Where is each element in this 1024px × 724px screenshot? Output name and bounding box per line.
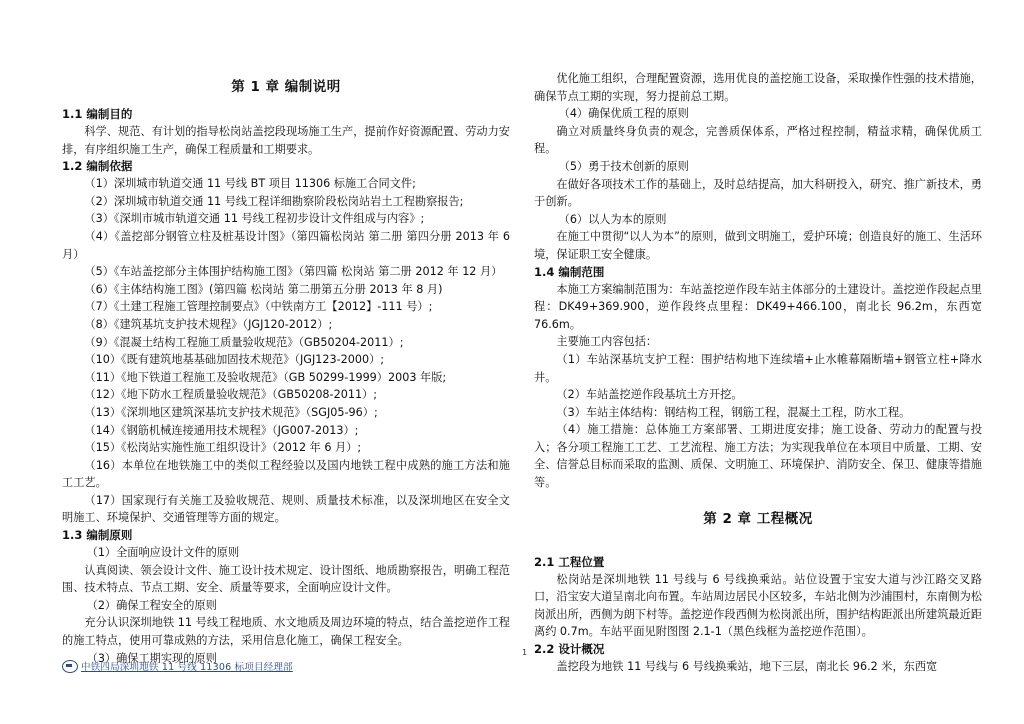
basis-item: （3）《深圳市城市轨道交通 11 号线工程初步设计文件组成与内容》;: [84, 212, 425, 226]
principle-1-text: 认真阅读、领会设计文件、施工设计技术规定、设计图纸、地质勘察报告，明确工程范围、技术特点、节点工期、安全、质量等要求，全面响应设计文件。: [62, 563, 510, 595]
left-column: [62, 70, 510, 667]
page-number: 1: [522, 648, 528, 657]
section-1-3-title: 1.3 编制原则: [62, 528, 133, 543]
basis-item: （10）《既有建筑地基基础加固技术规范》（JGJ123-2000）;: [84, 353, 385, 367]
chapter-1-title: 第 1 章 编制说明: [231, 79, 341, 95]
basis-item: （13）《深圳地区建筑深基坑支护技术规范》（SGJ05-96）;: [84, 405, 378, 419]
basis-item: （6）《主体结构施工图》(第四篇 松岗站 第二册第五分册 2013 年 8 月): [84, 282, 443, 296]
principle-3-text: 优化施工组织，合理配置资源，选用优良的盖挖施工设备，采取操作性强的技术措施，确保节点工期的实现，努力提前总工期。: [534, 72, 982, 103]
basis-item: （1）深圳城市轨道交通 11 号线 BT 项目 11306 标施工合同文件;: [84, 177, 416, 191]
basis-item: （12）《地下防水工程质量验收规范》（GB50208-2011）;: [84, 388, 378, 402]
principle-4-title: （4）确保优质工程的原则: [558, 107, 689, 121]
scope-item: （4）施工措施：总体施工方案部署、工期进度安排；施工设备、劳动力的配置与投入；各分项工程施工工艺、工艺流程、施工方法；为实现我单位在本项目中质量、工期、安全、信誉总目标而采取的监测、质保、文明施工、环境保护、消防安全、保卫、健康等措施等。: [534, 423, 982, 490]
section-2-1-text: 松岗站是深圳地铁 11 号线与 6 号线换乘站。站位设置于宝安大道与沙江路交叉路口，沿宝安大道呈南北向布置。车站周边居民小区较多，车站北侧为沙浦围村，东南侧为松岗派出所，西侧为朗下村等。盖挖逆作段西侧为松岗派出所，围护结构距派出所建筑最近距离约 0.7m。车站平面见附图图 2.1-1（黑色线框为盖挖逆作范围）。: [534, 572, 982, 639]
section-2-2-text: 盖挖段为地铁 11 号线与 6 号线换乘站，地下三层，南北长 96.2 米，东西宽: [556, 660, 938, 674]
principle-2-text: 充分认识深圳地铁 11 号线工程地质、水文地质及周边环境的特点，结合盖挖逆作工程的施工特点，使用可靠成熟的方法，采用信息化施工，确保工程安全。: [62, 616, 510, 648]
basis-item: （16）本单位在地铁施工中的类似工程经验以及国内地铁工程中成熟的施工方法和施工工艺。: [62, 458, 510, 490]
section-1-1-title: 1.1 编制目的: [62, 107, 133, 121]
basis-item: （17）国家现行有关施工及验收规范、规则、质量技术标准，以及深圳地区在安全文明施工、环境保护、交通管理等方面的规定。: [62, 493, 510, 525]
chapter-2-title: 第 2 章 工程概况: [703, 510, 813, 527]
footer: [62, 659, 293, 673]
principle-2-title: （2）确保工程安全的原则: [86, 598, 217, 612]
company-logo-icon: [62, 660, 78, 673]
section-2-1-title: 2.1 工程位置: [534, 554, 605, 569]
section-1-4-text: 本施工方案编制范围为：车站盖挖逆作段车站主体部分的土建设计。盖挖逆作段起点里程：DK49+369.900，逆作段终点里程：DK49+466.100，南北长 96.2m，东西宽 76.6m。: [534, 282, 982, 331]
scope-item: （3）车站主体结构：钢结构工程，钢筋工程，混凝土工程，防水工程。: [556, 405, 911, 419]
scope-item: （1）车站深基坑支护工程：围护结构地下连续墙+止水帷幕隔断墙+钢管立柱+降水井。: [534, 352, 982, 384]
section-1-1-text: 科学、规范、有计划的指导松岗站盖挖段现场施工生产，提前作好资源配置、劳动力安排，有序组织施工生产，确保工程质量和工期要求。: [62, 125, 510, 156]
section-2-2-title: 2.2 设计概况: [534, 642, 605, 657]
principle-6-title: （6）以人为本的原则: [558, 212, 667, 226]
section-1-4-main: 主要施工内容包括：: [556, 335, 658, 349]
basis-item: （2）深圳城市轨道交通 11 号线工程详细勘察阶段松岗站岩土工程勘察报告;: [84, 194, 464, 208]
principle-5-text: 在做好各项技术工作的基础上，及时总结提高，加大科研投入，研究、推广新技术，勇于创新。: [534, 177, 982, 209]
footer-company: 中铁四局深圳地铁 11 号线 11306 标项目经理部: [81, 662, 293, 673]
basis-item: （8）《建筑基坑支护技术规程》（JGJ120-2012）;: [84, 317, 333, 331]
principle-4-text: 确立对质量终身负责的观念，完善质保体系，严格过程控制，精益求精，确保优质工程。: [534, 124, 982, 156]
section-1-2-title: 1.2 编制依据: [62, 159, 133, 174]
basis-item: （14）《钢筋机械连接通用技术规程》（JG007-2013）;: [84, 423, 359, 437]
basis-item: （4）《盖挖部分钢管立柱及桩基设计图》（第四篇松岗站 第二册 第四分册 2013 年 6 月）: [62, 229, 510, 261]
basis-item: （5）《车站盖挖部分主体围护结构施工图》（第四篇 松岗站 第二册 2012 年 12 月）: [84, 265, 503, 279]
principle-1-title: （1）全面响应设计文件的原则: [86, 546, 240, 560]
basis-item: （9）《混凝土结构工程施工质量验收规范》（GB50204-2011）;: [84, 335, 404, 349]
section-1-4-title: 1.4 编制范围: [534, 264, 605, 279]
principle-5-title: （5）勇于技术创新的原则: [558, 159, 689, 173]
scope-item: （2）车站盖挖逆作段基坑土方开挖。: [556, 388, 743, 402]
principle-3-title: （3）确保工期实现的原则: [86, 651, 217, 665]
basis-item: （15）《松岗站实施性施工组织设计》（2012 年 6 月）;: [84, 441, 362, 455]
right-column: [534, 70, 982, 676]
principle-6-text: 在施工中贯彻“以人为本”的原则，做到文明施工，爱护环境；创造良好的施工、生活环境，保证职工安全健康。: [534, 230, 982, 261]
basis-item: （11）《地下铁道工程施工及验收规范》（GB 50299-1999）2003 年版;: [84, 370, 447, 384]
basis-item: （7）《土建工程施工管理控制要点》（中铁南方工【2012】-111 号）;: [84, 300, 433, 314]
